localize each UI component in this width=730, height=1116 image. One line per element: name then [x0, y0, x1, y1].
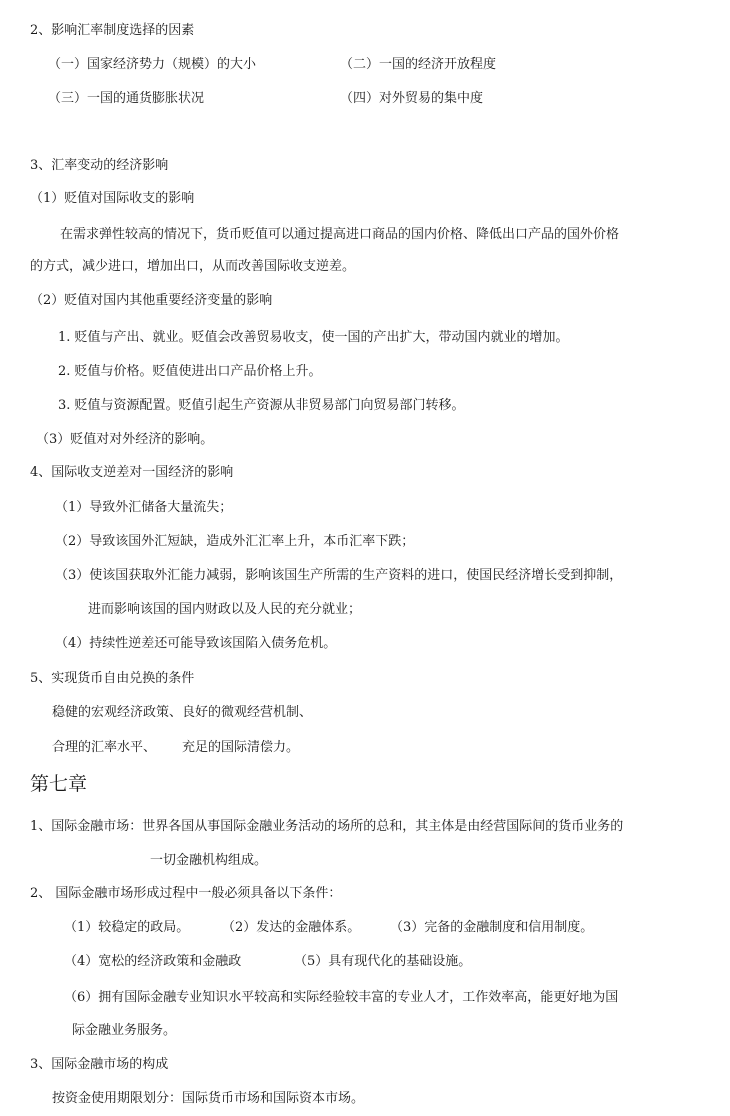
condition-cont: 际金融业务服务。 — [72, 1023, 177, 1038]
section-4-item: （3）使该国获取外汇能力减弱，影响该国生产所需的生产资料的进口，使国民经济增长受到抑制， — [55, 568, 623, 583]
condition: （2）发达的金融体系。 — [222, 920, 361, 935]
section-5-line: 合理的汇率水平、 — [52, 740, 157, 755]
section-3-part-1-text-cont: 的方式，减少进口，增加出口，从而改善国际收支逆差。 — [30, 259, 356, 274]
section-4-item-cont: 进而影响该国的国内财政以及人民的充分就业； — [88, 602, 362, 617]
condition: （5）具有现代化的基础设施。 — [294, 954, 472, 969]
section-4-item: （2）导致该国外汇短缺，造成外汇汇率上升，本币汇率下跌； — [55, 534, 415, 549]
condition: （3）完备的金融制度和信用制度。 — [390, 920, 594, 935]
factor-1: （一）国家经济势力（规模）的大小 — [48, 57, 257, 72]
section-5-heading: 5、实现货币自由兑换的条件 — [30, 671, 195, 686]
condition: （1）较稳定的政局。 — [64, 920, 190, 935]
condition: （4）宽松的经济政策和金融政 — [64, 954, 242, 969]
section-4-item: （1）导致外汇储备大量流失； — [55, 500, 233, 515]
section-3-part-1-heading: （1）贬值对国际收支的影响 — [30, 191, 195, 206]
factor-4: （四）对外贸易的集中度 — [340, 91, 484, 106]
section-3-part-2-item: 1. 贬值与产出、就业。贬值会改善贸易收支，使一国的产出扩大，带动国内就业的增加。 — [58, 330, 569, 345]
section-4-item: （4）持续性逆差还可能导致该国陷入债务危机。 — [55, 636, 337, 651]
condition: （6）拥有国际金融专业知识水平较高和实际经验较丰富的专业人才，工作效率高，能更好地为国 — [64, 990, 619, 1005]
section-2-heading: 2、影响汇率制度选择的因素 — [30, 23, 195, 38]
section-3-part-2-heading: （2）贬值对国内其他重要经济变量的影响 — [30, 293, 273, 308]
factor-2: （二）一国的经济开放程度 — [340, 57, 497, 72]
chapter-item-2-heading: 2、 国际金融市场形成过程中一般必须具备以下条件： — [30, 886, 342, 901]
chapter-item-3-heading: 3、国际金融市场的构成 — [30, 1057, 169, 1072]
section-5-line: 稳健的宏观经济政策、良好的微观经营机制、 — [52, 705, 313, 720]
section-3-part-3-heading: （3）贬值对对外经济的影响。 — [36, 432, 214, 447]
chapter-title: 第七章 — [30, 773, 88, 795]
chapter-item-1-cont: 一切金融机构组成。 — [150, 853, 268, 868]
section-4-heading: 4、国际收支逆差对一国经济的影响 — [30, 465, 234, 480]
chapter-item-3-line: 按资金使用期限划分：国际货币市场和国际资本市场。 — [52, 1091, 365, 1106]
section-3-heading: 3、汇率变动的经济影响 — [30, 158, 169, 173]
section-3-part-1-text: 在需求弹性较高的情况下，货币贬值可以通过提高进口商品的国内价格、降低出口产品的国外价格 — [60, 227, 620, 242]
section-3-part-2-item: 2. 贬值与价格。贬值使进出口产品价格上升。 — [58, 364, 322, 379]
section-3-part-2-item: 3. 贬值与资源配置。贬值引起生产资源从非贸易部门向贸易部门转移。 — [58, 398, 465, 413]
factor-3: （三）一国的通货膨胀状况 — [48, 91, 205, 106]
section-5-line: 充足的国际清偿力。 — [182, 740, 300, 755]
chapter-item-1: 1、国际金融市场：世界各国从事国际金融业务活动的场所的总和，其主体是由经营国际间的货币业务的 — [30, 819, 624, 834]
